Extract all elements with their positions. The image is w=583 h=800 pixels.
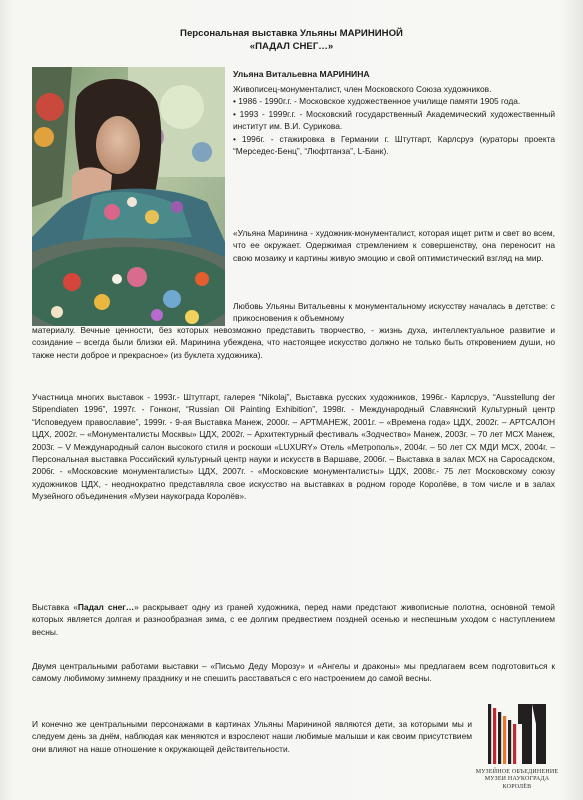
logo-line-2: МУЗЕИ НАУКОГРАДА КОРОЛЁВ [484, 776, 550, 790]
museum-logo-text [474, 769, 560, 791]
education-item: • 1993 - 1999г.г. - Московский государственный Академический художественный институт им. В.И. Сурикова. [233, 108, 555, 132]
central-works-paragraph: Двумя центральными работами выставки – «Письмо Деду Морозу» и «Ангелы и драконы» мы предлагаем всем подготовиться к самому любимому зимнему празднику и не спешить расставаться с его настроением до самой весны. [32, 661, 555, 684]
education-item: • 1986 - 1990г.г. - Московское художественное училище памяти 1905 года. [233, 96, 521, 107]
artist-bio [233, 83, 555, 157]
characters-paragraph: И конечно же центральными персонажами в картинах Ульяны Марининой являются дети, за которыми мы и следуем день за днём, наблюдая как меняются и взрослеют наши любимые малыши и как своим присутствием они влияют на наше отношение к окружающей действительности. [32, 719, 472, 754]
artist-name: Ульяна Витальевна МАРИНИНА [233, 69, 370, 79]
logo-line-1: МУЗЕЙНОЕ ОБЪЕДИНЕНИЕ [475, 769, 559, 775]
show-suffix: » раскрывает одну из граней художника, перед нами предстают живописные полотна, основной темой которых является долгая и разнообразная зима, с ее долгим предвестием поздней осенью и неспешным уходом с наступлением весны. [32, 602, 555, 637]
show-title: Падал снег… [77, 602, 135, 612]
childhood-paragraph-start: Любовь Ульяны Витальевны к монументальному искусству началась в детстве: с прикосновения к объемному [233, 301, 555, 324]
title-line-2: «ПАДАЛ СНЕГ…» [249, 41, 334, 52]
museum-logo-icon [474, 702, 560, 768]
artist-portrait-photo [32, 67, 225, 326]
show-prefix: Выставка « [32, 602, 78, 612]
childhood-paragraph-cont: материалу. Вечные ценности, без которых невозможно представить творчество, - жизнь духа, интеллектуальное развитие и созидание – всегда были близки ей. Маринина убеждена, что настоящее искусство должно не только быть откровением души, но также нести доброе и прекрасное» (из буклета художника). [32, 325, 555, 360]
portrait-illustration [32, 67, 225, 326]
show-description-paragraph [32, 601, 555, 638]
title-line-1: Персональная выставка Ульяны МАРИНИНОЙ [180, 28, 403, 39]
exhibition-title [0, 27, 583, 53]
artist-role: Живописец-монументалист, член Московского Союза художников. [233, 84, 492, 94]
exhibitions-paragraph: Участница многих выставок - 1993г.- Штутгарт, галерея “Nikolaj”, Выставка русских художников, 1996г.- Карлсруэ, “Ausstellung der Stipendiaten 1996”, 1997г. - Гонконг, “Russian Oil Painting Exhibition”, 1998г. - Международный Славянский Культурный центр “Исповедуем православие”, 1999г. - 9-ая Выставка Манеж, 2000г. – АРТМАНЕЖ, 2001г. – «Времена года» ЦДХ, 2002г. – АРТСАЛОН ЦДХ, 2002г. – «Монументалисты Москвы» ЦДХ, 2002г. – Архитектурный фестиваль «Зодчество» Манеж, 2003г. – 70 лет МСХ Манеж, 2003г. – V Международный салон высокого стиля и роскоши «LUXURY» Отель «Метрополь», 2004г. – 50 лет СХ МДИ МСХ, 2004г. – Персональная выставка Российский культурный центр науки и искусств в Варшаве, 2006г. – Выставка в залах МСХ на Саросадском, 2006г. - «Московские монументалисты» ЦДХ, 2007г. - «Московские монументалисты» ЦДХ, 2008г.- 75 лет Московскому союзу художников ЦДХ, - неоднократно представляла свое искусство на выставках в родном городе Королёве, в том числе и в залах Музейного объединения «Музеи наукограда Королёв». [32, 392, 555, 502]
artist-quote: «Ульяна Маринина - художник-монументалист, которая ищет ритм и свет во всем, что ее окружает. Одержимая стремлением к совершенству, она переносит на свою мозаику и картины живую эмоцию и свой оптимистический взгляд на мир. [233, 228, 555, 263]
education-item: • 1996г. - стажировка в Германии г. Штутгарт, Карлсруэ (кураторы проекта “Мерседес-Бенц”, “Люфтганза”, L-Банк). [233, 133, 555, 157]
